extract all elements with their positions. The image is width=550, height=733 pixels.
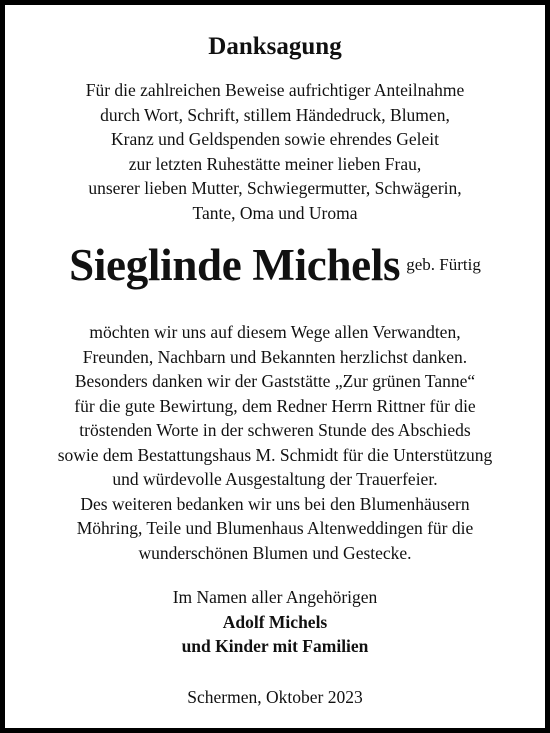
place-date: Schermen, Oktober 2023 <box>187 686 363 707</box>
deceased-name: Sieglinde Michels <box>69 240 401 290</box>
intro-line: unserer lieben Mutter, Schwiegermutter, Schwägerin, <box>88 178 462 198</box>
signature-name: Adolf Michels <box>222 611 328 632</box>
intro-paragraph <box>5 78 545 225</box>
thanks-line: für die gute Bewirtung, dem Redner Herrn Rittner für die <box>74 395 476 416</box>
intro-line: Tante, Oma und Uroma <box>192 202 358 223</box>
maiden-name: geb. Fürtig <box>406 255 481 274</box>
thanks-line: Freunden, Nachbarn und Bekannten herzlichst danken. <box>82 346 468 367</box>
deceased-name-row <box>5 239 545 302</box>
thanks-line: möchten wir uns auf diesem Wege allen Verwandten, <box>89 322 461 342</box>
thanks-line: Möhring, Teile und Blumenhaus Altenweddingen für die <box>76 518 474 538</box>
thanks-paragraph <box>5 320 545 565</box>
intro-line: Für die zahlreichen Beweise aufrichtiger Anteilnahme <box>85 80 465 100</box>
thanks-line: und würdevolle Ausgestaltung der Trauerfeier. <box>112 469 438 489</box>
intro-line: zur letzten Ruhestätte meiner lieben Frau, <box>128 153 422 174</box>
thanks-line: wunderschönen Blumen und Gestecke. <box>138 542 412 563</box>
thanks-line: Besonders danken wir der Gaststätte „Zur grünen Tanne“ <box>74 371 476 391</box>
notice-heading: Danksagung <box>208 33 342 60</box>
intro-line: Kranz und Geldspenden sowie ehrendes Geleit <box>110 129 439 149</box>
signature-intro: Im Namen aller Angehörigen <box>172 587 378 607</box>
intro-line: durch Wort, Schrift, stillem Händedruck, Blumen, <box>100 104 450 125</box>
signature-family: und Kinder mit Familien <box>181 636 369 656</box>
thanks-line: sowie dem Bestattungshaus M. Schmidt für die Unterstützung <box>57 444 493 465</box>
thanks-line: tröstenden Worte in der schweren Stunde des Abschieds <box>79 420 471 440</box>
signature-block <box>5 585 545 659</box>
thanks-line: Des weiteren bedanken wir uns bei den Blumenhäusern <box>80 493 470 514</box>
